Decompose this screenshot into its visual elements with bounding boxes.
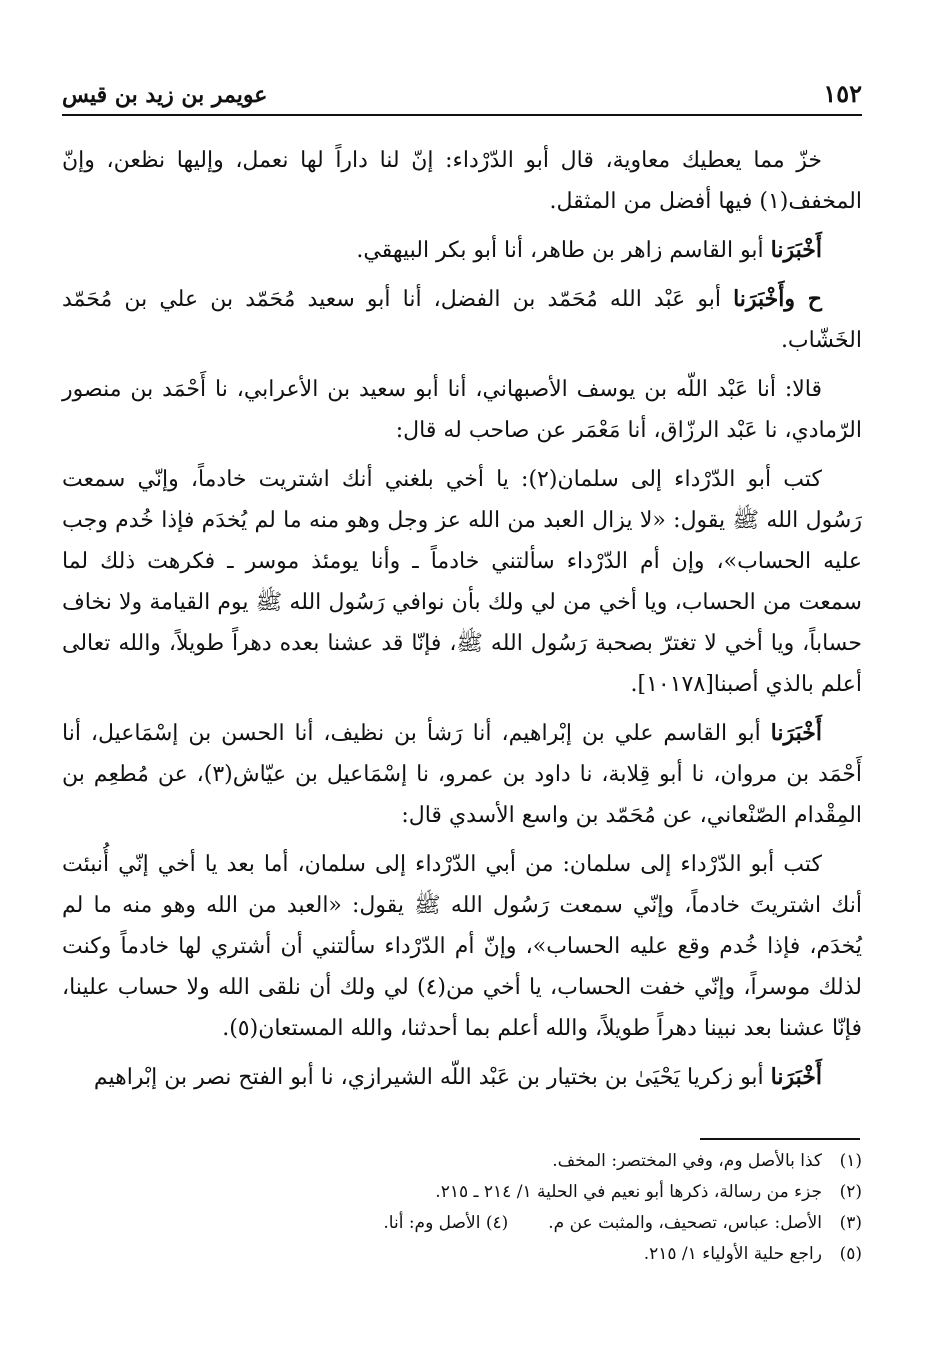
running-title: عويمر بن زيد بن قيس xyxy=(62,82,268,108)
footnote: (٢)جزء من رسالة، ذكرها أبو نعيم في الحلية ١/ ٢١٤ ـ ٢١٥. xyxy=(435,1182,862,1202)
paragraph: كتب أبو الدّرْداء إلى سلمان(٢): يا أخي بلغني أنك اشتريت خادماً، وإنّي سمعت رَسُول الله ﷺ يقول: «لا يزال العبد من الله عز وجل وهو منه ما لم يُخدَم فإذا خُدم وجب عليه الحساب»، وإن أم الدّرْداء سألتني خادماً ـ وأنا يومئذ موسر ـ فكرهت ذلك لما سمعت من الحساب، ويا أخي من لي ولك بأن نوافي رَسُول الله ﷺ يوم القيامة ولا نخاف حساباً، ويا أخي لا تغترّ بصحبة رَسُول الله ﷺ، فإنّا قد عشنا بعده دهراً طويلاً، والله تعالى أعلم بالذي أصبنا[١٠١٧٨]. xyxy=(62,467,862,697)
akhbarana-ref: أَخْبَرَنا xyxy=(770,720,822,746)
paragraph: أَخْبَرَنا أبو القاسم علي بن إبْراهيم، أنا رَشأ بن نظيف، أنا الحسن بن إسْمَاعيل، أنا أَحْمَد بن مروان، نا أبو قِلابة، نا داود بن عمرو، نا إسْمَاعيل بن عيّاش(٣)، عن مُطعِم بن المِقْدام الصّنْعاني، عن مُحَمّد بن واسع الأسدي قال: xyxy=(62,720,862,828)
footnote: (٣)الأصل: عباس، تصحيف، والمثبت عن م.(٤) الأصل وم: أنا. xyxy=(383,1213,862,1233)
page-header xyxy=(62,72,862,116)
footnote-divider xyxy=(700,1138,860,1140)
footnote: (٥)راجع حلية الأولياء ١/ ٢١٥. xyxy=(643,1244,862,1264)
page-number: ١٥٢ xyxy=(823,79,862,108)
main-text xyxy=(62,140,862,1098)
footnote: (١)كذا بالأصل وم، وفي المختصر: المخف. xyxy=(552,1151,862,1171)
akhbarana-ref: أَخْبَرَنا xyxy=(770,1064,822,1090)
footnotes xyxy=(62,1146,862,1270)
paragraph: أَخْبَرَنا أبو القاسم زاهر بن طاهر، أنا أبو بكر البيهقي. xyxy=(356,237,822,263)
paragraph: خزّ مما يعطيك معاوية، قال أبو الدّرْداء: إنّ لنا داراً لها نعمل، وإليها نظعن، وإنّ المخفف(١) فيها أفضل من المثقل. xyxy=(62,148,862,214)
paragraph: ح وأَخْبَرَنا أبو عَبْد الله مُحَمّد بن الفضل، أنا أبو سعيد مُحَمّد بن علي بن مُحَمّد الخَشّاب. xyxy=(62,286,862,353)
paragraph: قالا: أنا عَبْد اللّه بن يوسف الأصبهاني، أنا أبو سعيد بن الأعرابي، نا أَحْمَد بن منصور الرّمادي، نا عَبْد الرزّاق، أنا مَعْمَر عن صاحب له قال: xyxy=(62,377,862,443)
akhbarana-ref: ح وأَخْبَرَنا xyxy=(733,286,822,312)
paragraph: أَخْبَرَنا أبو زكريا يَحْيَىٰ بن بختيار بن عَبْد اللّه الشيرازي، نا أبو الفتح نصر بن إبْراهيم xyxy=(93,1064,822,1090)
akhbarana-ref: أَخْبَرَنا xyxy=(770,237,822,263)
paragraph: كتب أبو الدّرْداء إلى سلمان: من أبي الدّرْداء إلى سلمان، أما بعد يا أخي إنّي أُنبئت أنك اشتريتَ خادماً، وإنّي سمعت رَسُول الله ﷺ يقول: «العبد من الله وهو منه ما لم يُخدَم، فإذا خُدم وقع عليه الحساب»، وإنّ أم الدّرْداء سألتني أن أشتري لها خادماً وكنت لذلك موسراً، وإنّي خفت الحساب، يا أخي من(٤) لي ولك أن نلقى الله ولا حساب علينا، فإنّا عشنا بعد نبينا دهراً طويلاً، والله أعلم بما أحدثنا، والله المستعان(٥). xyxy=(62,852,862,1041)
